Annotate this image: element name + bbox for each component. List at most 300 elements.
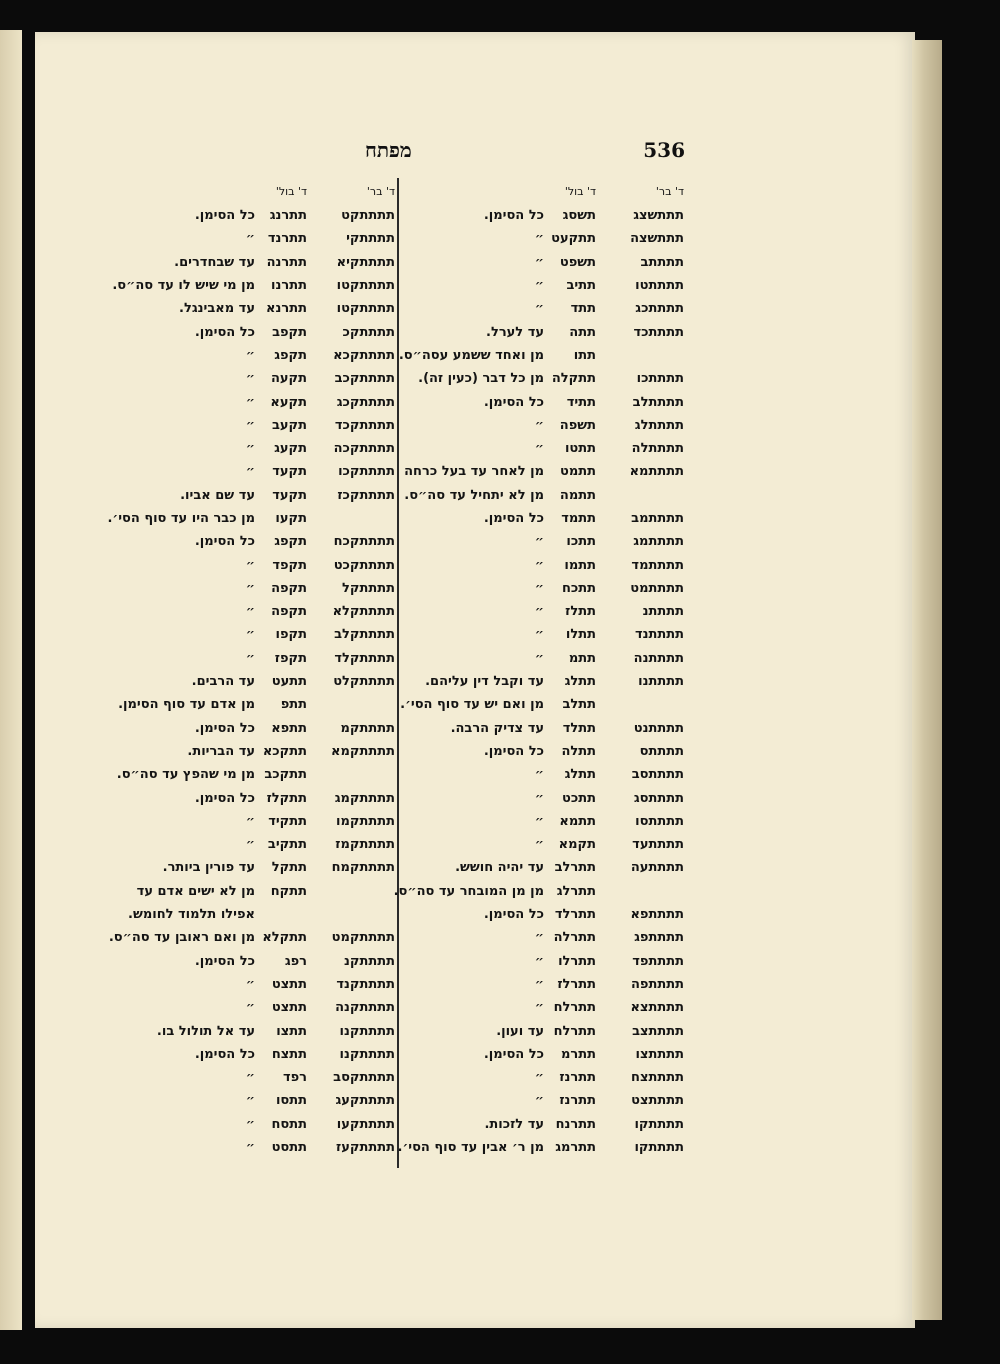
ref-d-bar: תתתתכד: [633, 324, 684, 340]
index-row: [394, 856, 684, 879]
ref-d-bol: תתרנא: [266, 301, 307, 317]
ref-d-bar: תתתתקכה: [333, 441, 395, 457]
ref-d-bol: תתעט: [271, 674, 307, 690]
ref-d-bar: תתתשצג: [633, 208, 684, 224]
ref-d-bol: תתו: [573, 347, 596, 363]
ref-d-bol: תתצו: [276, 1023, 307, 1039]
ref-d-bar: תתתתקלא: [332, 604, 395, 620]
index-row: [105, 530, 395, 553]
ref-range: ״: [534, 417, 544, 433]
ref-d-bar: תתתתפה: [630, 976, 684, 992]
ref-range: ״: [245, 580, 255, 596]
index-row: [105, 437, 395, 460]
ref-d-bol: תקפג: [274, 347, 307, 363]
ref-d-bol: תתקכא: [262, 743, 307, 759]
ref-d-bol: תתלב: [562, 697, 596, 713]
ref-d-bar: תתתתקכז: [337, 487, 395, 503]
index-row: [394, 950, 684, 973]
ref-range: ״: [534, 441, 544, 457]
ref-d-bol: תקפב: [272, 324, 307, 340]
ref-range: כל הסימן.: [194, 1046, 255, 1062]
ref-d-bol: תתרנג: [269, 208, 307, 224]
ref-d-bol: תקפז: [274, 650, 307, 666]
index-row: [105, 274, 395, 297]
ref-d-bol: תתרנה: [266, 254, 307, 270]
index-row: [105, 810, 395, 833]
index-row: [105, 460, 395, 483]
index-row: [105, 320, 395, 343]
index-row: [105, 1113, 395, 1136]
ref-d-bol: תקפה: [271, 580, 307, 596]
page-stack-edge: [912, 40, 942, 1320]
index-row: [394, 1066, 684, 1089]
ref-range: מן לא יתחיל עד סה״ס.: [404, 487, 544, 503]
ref-d-bol: תתסח: [271, 1116, 307, 1132]
ref-d-bol: תתקעט: [551, 231, 596, 247]
ref-range: ״: [245, 837, 255, 853]
index-row: [105, 973, 395, 996]
ref-d-bol: תתמה: [559, 487, 596, 503]
index-row: [394, 553, 684, 576]
ref-d-bol: תתלג: [564, 767, 596, 783]
index-row: [394, 1089, 684, 1112]
index-row: [394, 507, 684, 530]
ref-range: ״: [245, 650, 255, 666]
ref-d-bar: תתתתקמא: [331, 743, 395, 759]
ref-d-bar: תתתתס: [639, 743, 684, 759]
ref-d-bar: תתתתקנו: [339, 1046, 395, 1062]
index-row: [105, 903, 395, 926]
ref-d-bol: תתצט: [271, 1000, 307, 1016]
index-row: [105, 763, 395, 786]
ref-d-bar: תתתתקל: [342, 580, 395, 596]
column-header: [394, 178, 684, 204]
ref-d-bar: תתתתלה: [631, 441, 684, 457]
ref-d-bol: תשפט: [559, 254, 596, 270]
ref-d-bar: תתתתקטו: [336, 278, 395, 294]
ref-d-bol: תקעב: [271, 417, 307, 433]
ref-d-bol: תקעו: [275, 511, 307, 526]
ref-d-bar: תתתתלב: [632, 394, 684, 410]
ref-d-bol: תתלג: [564, 674, 596, 690]
ref-range: ״: [245, 604, 255, 620]
ref-range: עד מאבינגל.: [179, 301, 255, 317]
page-header: [35, 138, 915, 168]
ref-range: כל הסימן.: [194, 720, 255, 736]
ref-d-bar: תתתתקכ: [342, 324, 395, 340]
ref-d-bar: תתתתנט: [633, 720, 684, 736]
ref-range: מן כבר היו עד סוף הסי׳.: [107, 511, 255, 526]
ref-range: מן מי שהפץ עד סה״ס.: [116, 767, 255, 783]
ref-range: ״: [534, 254, 544, 270]
index-row: [394, 600, 684, 623]
ref-d-bol: רפד: [282, 1070, 307, 1086]
ref-d-bol: תתמט: [560, 464, 596, 480]
index-row: [105, 786, 395, 809]
header-d-bol: ד' בול': [275, 184, 307, 198]
ref-d-bol: תתסט: [271, 1140, 307, 1156]
ref-range: אפילו תלמוד לחומש.: [128, 907, 255, 923]
index-row: [394, 717, 684, 740]
ref-range: מן לאחר עד בעל כרחה: [404, 464, 544, 480]
ref-d-bar: תתתתקנ: [344, 953, 395, 969]
ref-range: ״: [245, 417, 255, 433]
ref-range: מן ר׳ אבין עד סוף הסי׳.: [397, 1140, 544, 1156]
adjacent-page-edge: [0, 30, 22, 1330]
ref-range: ״: [245, 813, 255, 829]
index-row: [105, 717, 395, 740]
page-number: 536: [643, 138, 685, 162]
ref-d-bar: תתתתעה: [630, 860, 684, 876]
index-row: [394, 973, 684, 996]
ref-range: עד פורין ביותר.: [162, 860, 255, 876]
ref-d-bol: תתרלב: [554, 860, 596, 876]
ref-range: כל הסימן.: [483, 907, 544, 923]
ref-d-bol: תתפ: [280, 697, 307, 713]
ref-d-bar: תתתתפא: [630, 907, 684, 923]
ref-d-bol: תתלה: [561, 743, 596, 759]
index-row: [394, 693, 684, 716]
ref-range: מן מי שיש לו עד סה״ס.: [112, 278, 255, 294]
ref-d-bar: תתתתצח: [631, 1070, 684, 1086]
ref-d-bar: תתתתקעג: [335, 1093, 395, 1109]
ref-range: ״: [245, 231, 255, 247]
index-row: [105, 204, 395, 227]
index-row: [394, 251, 684, 274]
ref-d-bar: תתתתנו: [638, 674, 684, 690]
ref-range: עד הרבים.: [191, 674, 255, 690]
ref-range: ״: [245, 1070, 255, 1086]
ref-d-bol: תתיד: [566, 394, 596, 410]
ref-d-bar: תתתתקטו: [336, 301, 395, 317]
ref-range: ״: [534, 627, 544, 643]
ref-d-bar: תתתתצב: [632, 1023, 684, 1039]
ref-d-bol: תתקיד: [268, 813, 307, 829]
ref-range: ״: [245, 441, 255, 457]
ref-range: ״: [534, 650, 544, 666]
index-row: [105, 647, 395, 670]
index-row: [394, 810, 684, 833]
ref-d-bar: תתתתסב: [631, 767, 684, 783]
ref-range: מן ואם יש עד סוף הסי׳.: [400, 697, 544, 713]
ref-range: ״: [534, 930, 544, 946]
ref-d-bol: תתמד: [561, 511, 596, 526]
ref-range: ״: [534, 557, 544, 573]
ref-d-bol: תתד: [570, 301, 596, 317]
ref-d-bol: תתכו: [566, 534, 596, 550]
ref-d-bar: תתתתצט: [631, 1093, 684, 1109]
ref-range: מן לא ישים אדם עד: [136, 883, 255, 899]
index-row: [394, 926, 684, 949]
index-column-right: [394, 178, 684, 1159]
index-row: [105, 950, 395, 973]
ref-d-bar: תתתתנד: [634, 627, 684, 643]
ref-d-bol: תתרמ: [561, 1046, 596, 1062]
index-row: [105, 1089, 395, 1112]
ref-d-bol: תקעג: [274, 441, 307, 457]
index-row: [105, 856, 395, 879]
ref-d-bol: תתלו: [565, 627, 596, 643]
index-row: [105, 553, 395, 576]
index-row: [394, 484, 684, 507]
ref-d-bol: תתלז: [565, 604, 596, 620]
ref-range: ״: [534, 953, 544, 969]
ref-d-bol: תתרלח: [553, 1023, 596, 1039]
ref-d-bar: תתתתקכט: [333, 557, 395, 573]
ref-d-bar: תתתתקכו: [338, 464, 395, 480]
ref-d-bol: תתיב: [566, 278, 596, 294]
index-row: [394, 880, 684, 903]
index-row: [394, 204, 684, 227]
ref-d-bar: תתתשצה: [630, 231, 684, 247]
ref-d-bol: תקפד: [272, 557, 307, 573]
ref-range: ״: [245, 394, 255, 410]
header-d-bar: ד' בר': [655, 184, 684, 198]
ref-d-bar: תתתתקעז: [336, 1140, 395, 1156]
ref-d-bol: תתמא: [559, 813, 596, 829]
index-row: [105, 670, 395, 693]
index-row: [105, 740, 395, 763]
ref-d-bol: תתלד: [562, 720, 596, 736]
ref-d-bol: תתרמג: [555, 1140, 596, 1156]
ref-d-bar: תתתתפד: [632, 953, 684, 969]
index-row: [105, 227, 395, 250]
ref-range: כל הסימן.: [483, 743, 544, 759]
ref-d-bol: תתקכב: [264, 767, 307, 783]
index-row: [394, 903, 684, 926]
ref-d-bol: תתרלו: [558, 953, 596, 969]
ref-range: ״: [534, 278, 544, 294]
ref-d-bol: תקעד: [272, 464, 307, 480]
ref-d-bar: תתתתקכח: [333, 534, 395, 550]
ref-d-bar: תתתתמד: [631, 557, 684, 573]
ref-d-bol: תתרנח: [555, 1116, 596, 1132]
ref-range: ״: [534, 301, 544, 317]
ref-d-bol: תתמ: [568, 650, 596, 666]
index-row: [394, 320, 684, 343]
index-row: [105, 926, 395, 949]
index-row: [394, 344, 684, 367]
ref-d-bar: תתתתקכד: [334, 417, 395, 433]
ref-range: ״: [245, 1093, 255, 1109]
index-row: [394, 996, 684, 1019]
ref-d-bol: תתקיב: [267, 837, 307, 853]
ref-d-bar: תתתתקכג: [336, 394, 395, 410]
ref-range: ״: [245, 976, 255, 992]
index-row: [394, 437, 684, 460]
ref-d-bar: תתתתקמט: [331, 930, 395, 946]
ref-d-bol: תקעא: [270, 394, 307, 410]
ref-range: כל הסימן.: [194, 953, 255, 969]
index-row: [105, 996, 395, 1019]
index-row: [394, 623, 684, 646]
ref-range: כל הסימן.: [483, 394, 544, 410]
ref-range: ״: [245, 627, 255, 643]
ref-range: מן ואחד ששמע עסה״ס.: [398, 347, 544, 363]
ref-range: ״: [245, 557, 255, 573]
ref-d-bol: תתרנז: [559, 1070, 596, 1086]
ref-range: כל הסימן.: [483, 1046, 544, 1062]
ref-range: ״: [534, 604, 544, 620]
ref-d-bar: תתתתקלט: [333, 674, 395, 690]
index-column-left: [105, 178, 395, 1159]
index-row: [105, 1019, 395, 1042]
index-row: [394, 647, 684, 670]
index-row: [394, 227, 684, 250]
ref-range: ״: [245, 371, 255, 387]
ref-d-bol: תתקלז: [266, 790, 307, 806]
ref-d-bar: תתתתקיא: [336, 254, 395, 270]
ref-range: עד לערל.: [486, 324, 544, 340]
ref-range: עד אל תולול בו.: [156, 1023, 255, 1039]
ref-range: ״: [534, 790, 544, 806]
index-row: [394, 530, 684, 553]
ref-d-bar: תתתתקו: [634, 1116, 684, 1132]
ref-range: עד שם אביו.: [180, 487, 255, 503]
ref-d-bar: תתתתקלד: [334, 650, 395, 666]
page-title: מפתח: [365, 138, 412, 162]
ref-d-bar: תתתתטו: [635, 278, 684, 294]
ref-d-bol: תקמא: [558, 837, 596, 853]
ref-range: מן מן המובחר עד סה״ס.: [394, 883, 544, 899]
ref-d-bar: תתתתלג: [634, 417, 684, 433]
ref-range: עד יהיה חושש.: [455, 860, 544, 876]
index-row: [105, 1136, 395, 1159]
ref-d-bol: תקעד: [272, 487, 307, 503]
header-d-bol: ד' בול': [564, 184, 596, 198]
index-row: [105, 251, 395, 274]
ref-d-bar: תתתתקכב: [334, 371, 395, 387]
ref-d-bol: תקפו: [275, 627, 307, 643]
column-header: [105, 178, 395, 204]
index-row: [105, 507, 395, 530]
ref-d-bol: תתמו: [564, 557, 596, 573]
ref-d-bol: תתרלח: [553, 1000, 596, 1016]
index-row: [394, 460, 684, 483]
index-row: [394, 1043, 684, 1066]
ref-range: עד צדיק הרבה.: [450, 720, 544, 736]
index-row: [105, 623, 395, 646]
index-row: [394, 414, 684, 437]
ref-range: כל הסימן.: [194, 534, 255, 550]
ref-d-bar: תתתתכג: [635, 301, 684, 317]
ref-d-bar: תתתתקלב: [334, 627, 395, 643]
ref-range: ״: [534, 1070, 544, 1086]
ref-range: כל הסימן.: [194, 208, 255, 224]
ref-d-bol: תתקלה: [551, 371, 596, 387]
index-row: [105, 344, 395, 367]
ref-d-bar: תתתתכו: [636, 371, 684, 387]
ref-range: ״: [245, 1116, 255, 1132]
ref-d-bol: תשפה: [559, 417, 596, 433]
index-row: [394, 1136, 684, 1159]
ref-d-bol: תתצט: [271, 976, 307, 992]
ref-d-bol: תתרלד: [554, 907, 596, 923]
index-row: [394, 786, 684, 809]
ref-range: כל הסימן.: [194, 790, 255, 806]
index-row: [394, 1113, 684, 1136]
ref-d-bar: תתתתנה: [633, 650, 684, 666]
index-row: [394, 367, 684, 390]
ref-d-bol: תתצח: [271, 1046, 307, 1062]
ref-range: ״: [534, 813, 544, 829]
index-row: [394, 390, 684, 413]
index-row: [394, 670, 684, 693]
ref-d-bar: תתתתקמו: [336, 813, 395, 829]
ref-range: מן כל דבר (כעין זה).: [418, 371, 544, 387]
index-row: [394, 274, 684, 297]
ref-range: ״: [534, 231, 544, 247]
ref-d-bol: תתכח: [561, 580, 596, 596]
ref-range: ״: [534, 1093, 544, 1109]
index-row: [105, 833, 395, 856]
ref-d-bar: תתתתקמ: [340, 720, 395, 736]
index-row: [105, 1043, 395, 1066]
ref-d-bol: תתרנו: [271, 278, 307, 294]
index-row: [105, 297, 395, 320]
ref-range: ״: [245, 347, 255, 363]
ref-d-bol: תתקלא: [262, 930, 307, 946]
ref-d-bar: תתתתקנו: [339, 1023, 395, 1039]
ref-d-bar: תתתתקמג: [334, 790, 395, 806]
index-row: [105, 484, 395, 507]
ref-d-bol: תקפה: [271, 604, 307, 620]
ref-d-bar: תתתתקסב: [333, 1070, 395, 1086]
ref-range: ״: [245, 1000, 255, 1016]
index-row: [394, 577, 684, 600]
ref-range: ״: [245, 464, 255, 480]
ref-d-bar: תתתתצא: [630, 1000, 684, 1016]
ref-range: מן אדם עד סוף הסימן.: [118, 697, 255, 713]
ref-d-bar: תתתתקכא: [333, 347, 395, 363]
index-row: [394, 833, 684, 856]
ref-range: ״: [534, 976, 544, 992]
index-row: [394, 740, 684, 763]
ref-range: ״: [534, 837, 544, 853]
ref-d-bol: תתרלה: [553, 930, 596, 946]
ref-d-bol: תתרלג: [556, 883, 596, 899]
ref-range: עד הבריות.: [187, 743, 255, 759]
ref-d-bar: תתתתקמח: [331, 860, 395, 876]
ref-d-bar: תתתתמג: [633, 534, 684, 550]
ref-d-bar: תתתתצו: [635, 1046, 684, 1062]
ref-d-bar: תתתתקנה: [335, 1000, 395, 1016]
ref-d-bol: תקעה: [270, 371, 307, 387]
ref-d-bol: תתפא: [271, 720, 307, 736]
ref-d-bol: תתסו: [275, 1093, 307, 1109]
ref-d-bar: תתתתקמז: [335, 837, 395, 853]
index-row: [105, 367, 395, 390]
ref-range: עד שבחדרים.: [174, 254, 255, 270]
ref-d-bol: תתרנד: [267, 231, 307, 247]
index-row: [105, 600, 395, 623]
ref-d-bol: תתה: [569, 324, 596, 340]
index-row: [394, 1019, 684, 1042]
ref-d-bol: תקפג: [274, 534, 307, 550]
index-row: [105, 414, 395, 437]
ref-range: כל הסימן.: [483, 208, 544, 224]
ref-range: מן ואם ראובן עד סה״ס.: [108, 930, 255, 946]
index-row: [394, 763, 684, 786]
ref-d-bar: תתתתסג: [633, 790, 684, 806]
index-row: [394, 297, 684, 320]
index-row: [105, 880, 395, 903]
ref-range: כל הסימן.: [483, 511, 544, 526]
header-d-bar: ד' בר': [366, 184, 395, 198]
ref-range: ״: [534, 580, 544, 596]
ref-d-bol: תתרנז: [559, 1093, 596, 1109]
ref-d-bar: תתתתב: [640, 254, 684, 270]
